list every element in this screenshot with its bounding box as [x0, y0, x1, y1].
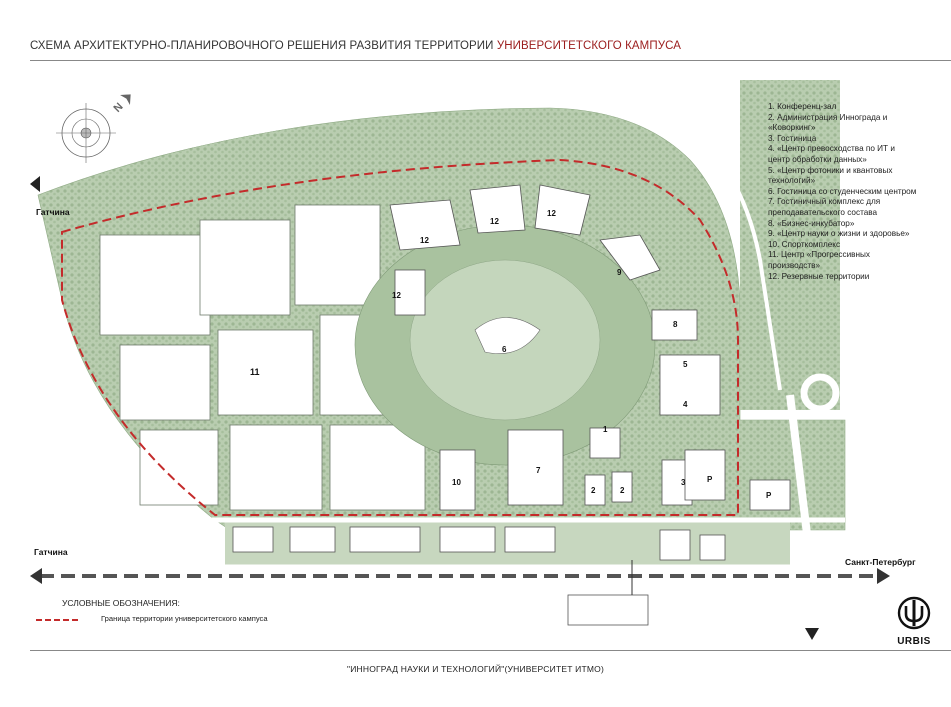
label-7: 7 [536, 466, 541, 475]
label-12d: 12 [392, 291, 401, 300]
label-11: 11 [250, 367, 260, 377]
block [200, 220, 290, 315]
svg-text:N: N [111, 100, 126, 115]
block [120, 345, 210, 420]
label-8: 8 [673, 320, 678, 329]
legend-item: «Коворкинг» [768, 123, 816, 133]
footer-divider [30, 650, 951, 651]
legend-item: технологий» [768, 176, 816, 186]
building-4-5 [660, 355, 720, 415]
boundary-line-swatch [36, 619, 78, 621]
block [140, 430, 218, 505]
block [440, 527, 495, 552]
legend-item: 7. Гостиничный комплекс для [768, 197, 881, 207]
label-4: 4 [683, 400, 688, 409]
label-12b: 12 [490, 217, 499, 226]
label-3: 3 [681, 478, 686, 487]
legend-item: 3. Гостиница [768, 133, 817, 143]
legend-item: 12. Резервные территории [768, 271, 870, 281]
block [660, 530, 690, 560]
parking-1 [685, 450, 725, 500]
compass-rose-icon [56, 103, 116, 163]
block [568, 595, 648, 625]
urbis-logo-mark [897, 596, 931, 630]
city-label-spb: Санкт-Петербург [845, 557, 916, 567]
block [505, 527, 555, 552]
block [230, 425, 322, 510]
conventions-title: УСЛОВНЫЕ ОБОЗНАЧЕНИЯ: [62, 598, 180, 608]
legend-item: 9. «Центр науки о жизни и здоровье» [768, 229, 910, 239]
block [700, 535, 725, 560]
label-1: 1 [603, 425, 608, 434]
legend-item: преподавательского состава [768, 207, 878, 217]
block [233, 527, 273, 552]
block [218, 330, 313, 415]
map-title-main: СХЕМА АРХИТЕКТУРНО-ПЛАНИРОВОЧНОГО РЕШЕНИЯ РАЗВИТИЯ ТЕРРИТОРИИ [30, 40, 497, 52]
block [100, 235, 210, 335]
block [295, 205, 380, 305]
legend-item: 1. Конференц-зал [768, 102, 837, 111]
urbis-logo-text: URBIS [897, 636, 931, 647]
label-6: 6 [502, 345, 507, 354]
legend-item: 6. Гостиница со студенческим центром [768, 186, 917, 196]
north-arrow-icon [110, 89, 135, 114]
label-9: 9 [617, 268, 622, 277]
label-5: 5 [683, 360, 688, 369]
label-2b: 2 [620, 486, 625, 495]
label-2a: 2 [591, 486, 596, 495]
legend-item: 5. «Центр фотоники и квантовых [768, 165, 893, 175]
city-label-gatchina-bottom: Гатчина [34, 547, 68, 557]
legend-item: 10. Спорткомплекс [768, 239, 841, 249]
legend-item: центр обработки данных» [768, 154, 867, 164]
block [290, 527, 335, 552]
map-title-accent: УНИВЕРСИТЕТСКОГО КАМПУСА [496, 40, 682, 52]
footer-caption: "ИННОГРАД НАУКИ И ТЕХНОЛОГИЙ"(УНИВЕРСИТЕТ ИТМО) [346, 664, 604, 674]
legend-item: 4. «Центр превосходства по ИТ и [768, 144, 895, 154]
legend-item: 2. Администрация Иннограда и [768, 112, 888, 122]
label-12a: 12 [420, 236, 429, 245]
building-legend [768, 102, 943, 282]
legend-item: 11. Центр «Прогрессивных [768, 250, 871, 260]
label-12c: 12 [547, 209, 556, 218]
legend-item: 8. «Бизнес-инкубатор» [768, 218, 855, 228]
label-p1: P [707, 475, 713, 484]
legend-item: производств» [768, 260, 821, 270]
city-label-gatchina-top: Гатчина [36, 207, 70, 217]
block [350, 527, 420, 552]
label-10: 10 [452, 478, 461, 487]
label-p2: P [766, 491, 772, 500]
urbis-logo [893, 596, 935, 647]
boundary-legend-text: Граница территории университетского кампуса [101, 614, 268, 623]
